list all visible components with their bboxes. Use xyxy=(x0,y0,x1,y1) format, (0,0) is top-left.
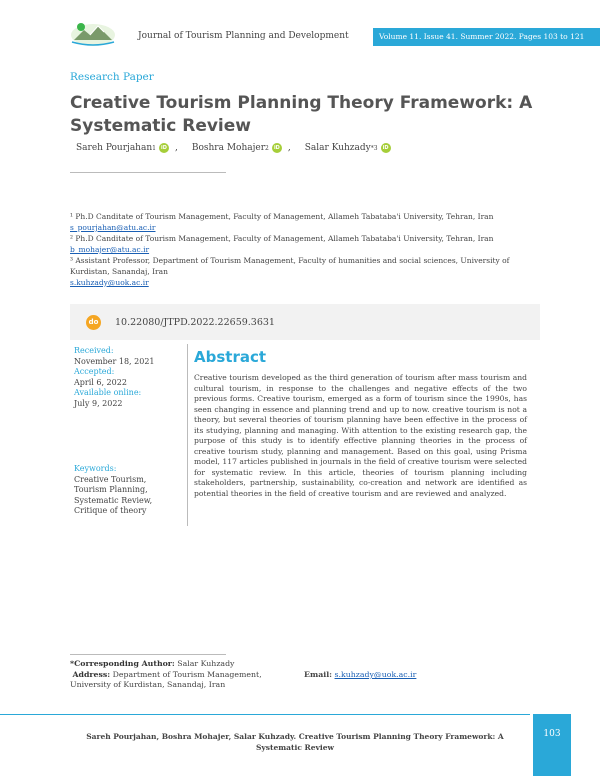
author-3 xyxy=(305,143,391,153)
doi-icon: do xyxy=(86,315,101,330)
orcid-icon[interactable] xyxy=(159,143,169,153)
page-number: 103 xyxy=(533,714,571,776)
doi-box xyxy=(70,304,540,340)
keyword-item: Systematic Review, xyxy=(74,495,153,505)
author-list xyxy=(76,143,391,153)
corresponding-email xyxy=(304,670,416,679)
corresponding-email-link[interactable]: s.kuhzady@uok.ac.ir xyxy=(334,670,417,679)
author-sup: *3 xyxy=(370,144,378,152)
journal-name: Journal of Tourism Planning and Development xyxy=(138,31,349,41)
journal-logo-icon xyxy=(68,18,118,48)
corresponding-name-line xyxy=(70,659,540,670)
author-name: Boshra Mohajer xyxy=(191,143,266,153)
email-label: Email: xyxy=(304,670,333,679)
abstract-body: Creative tourism developed as the third generation of tourism after mass tourism and cultural tourism, in response to the challenges and negative effects of the two previous forms. Creative tourism, emerged as a form of tourism since the 1990s, has seen changing in essence and planning trend and up to now. creative tourism is not a theory, but several theories of tourism planning have been effective in the process of its studying, planning and managing. With attention to the existing research gap, the purpose of this study is to identify effective planning theories in the process of creative tourism study, planning and management. Based on this goal, using Prisma model, 117 articles published in journals in the field of creative tourism were selected for systematic review. In this article, theories of tourism planning including stakeholders, partnership, sustainability, co-creation and network are identified as potential theories in the field of creative tourism and are reviewed and analyzed. xyxy=(194,373,527,498)
received-date: November 18, 2021 xyxy=(74,356,155,366)
author-name: Salar Kuhzady xyxy=(304,143,371,153)
author-1 xyxy=(76,143,192,153)
accepted-date: April 6, 2022 xyxy=(74,377,127,387)
article-history xyxy=(74,346,184,409)
paper-title: Creative Tourism Planning Theory Framework: A Systematic Review xyxy=(70,93,533,136)
keyword-item: Creative Tourism, xyxy=(74,474,147,484)
author-name: Sareh Pourjahan xyxy=(76,143,153,153)
author-divider xyxy=(70,172,226,173)
column-divider xyxy=(187,344,188,526)
keywords xyxy=(74,464,184,517)
keyword-item: Critique of theory xyxy=(74,506,147,515)
address-line-1: Department of Tourism Management, xyxy=(112,669,262,679)
corresponding-label: *Corresponding Author: xyxy=(70,659,175,668)
affiliation-2 xyxy=(70,233,540,255)
author-separator: , xyxy=(287,143,291,153)
accepted-label: Accepted: xyxy=(74,367,115,376)
paper-type-label: Research Paper xyxy=(70,71,154,83)
available-date: July 9, 2022 xyxy=(74,398,123,408)
affiliation-text: ² Ph.D Canditate of Tourism Management, Faculty of Management, Allameh Tabataba'i University, Tehran, Iran xyxy=(70,234,494,243)
affiliation-1 xyxy=(70,211,540,233)
affiliation-email-link[interactable]: s_pourjahan@atu.ac.ir xyxy=(70,223,156,232)
affiliations xyxy=(70,211,540,288)
author-sup: 2 xyxy=(265,144,269,152)
affiliation-3 xyxy=(70,255,540,288)
available-label: Available online: xyxy=(74,388,142,397)
issue-info-bar: Volume 11. Issue 41. Summer 2022. Pages 103 to 121 xyxy=(373,28,600,46)
affiliation-text: ¹ Ph.D Canditate of Tourism Management, Faculty of Management, Allameh Tabataba'i University, Tehran, Iran xyxy=(70,212,494,221)
footer-citation: Sareh Pourjahan, Boshra Mohajer, Salar Kuhzady. Creative Tourism Planning Theory Framework: A Systematic Review xyxy=(86,732,504,752)
abstract-heading: Abstract xyxy=(194,348,267,366)
author-2 xyxy=(192,143,305,153)
corresponding-name: Salar Kuhzady xyxy=(177,659,235,668)
orcid-icon[interactable] xyxy=(272,143,282,153)
keywords-label: Keywords: xyxy=(74,464,117,473)
address-label: Address: xyxy=(72,669,111,679)
keyword-item: Tourism Planning, xyxy=(74,485,148,494)
footer-rule xyxy=(0,714,530,715)
affiliation-email-link[interactable]: s.kuhzady@uok.ac.ir xyxy=(70,278,149,287)
address-line-2: University of Kurdistan, Sanandaj, Iran xyxy=(70,680,226,689)
doi-link[interactable]: 10.22080/JTPD.2022.22659.3631 xyxy=(115,316,275,328)
orcid-icon[interactable] xyxy=(381,143,391,153)
page-header xyxy=(0,0,600,60)
affiliation-email-link[interactable]: b_mohajer@atu.ac.ir xyxy=(70,245,150,254)
author-separator: , xyxy=(174,143,178,153)
corresponding-divider xyxy=(70,654,226,655)
author-sup: 1 xyxy=(152,144,156,152)
affiliation-text: ³ Assistant Professor, Department of Tourism Management, Faculty of humanities and social sciences, University of Kurdistan, Sanandaj, Iran xyxy=(70,256,510,276)
received-label: Received: xyxy=(74,346,114,355)
